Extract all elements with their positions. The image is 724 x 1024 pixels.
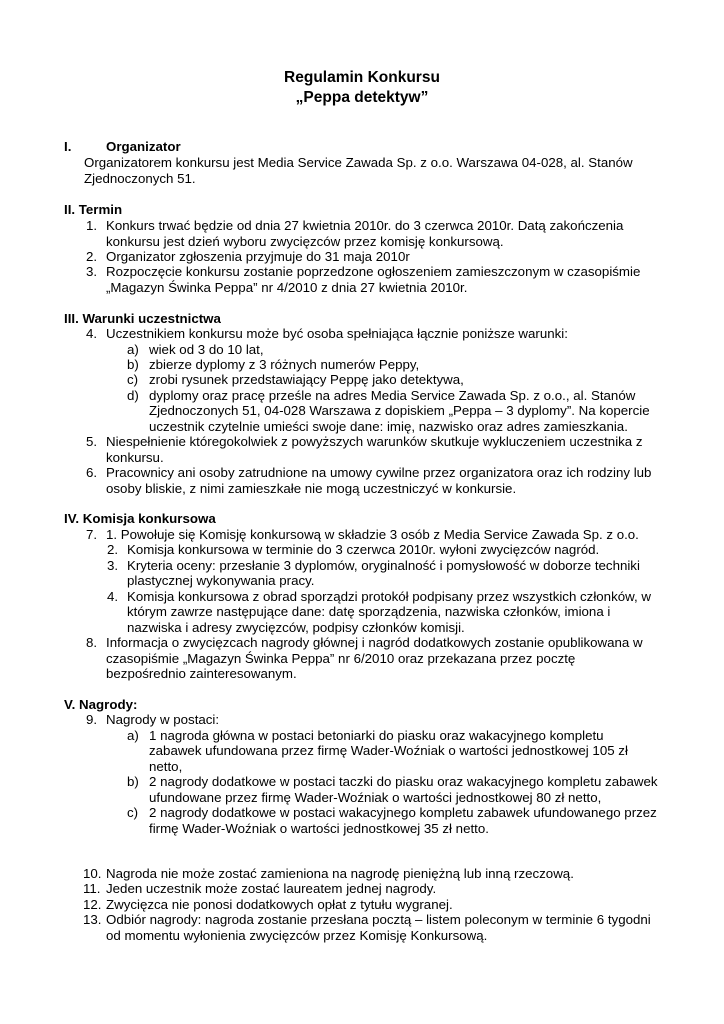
sublist-item-line: ufundowane przez firmę Wader-Woźniak o wartości jednostkowej 80 zł netto, [149,790,602,805]
sublist-letter: c) [127,372,139,387]
sublist-item-line: zrobi rysunek przedstawiający Peppę jako detektywa, [149,372,464,387]
section-3-heading: III. Warunki uczestnictwa [64,311,221,326]
list-item-line: 1. Powołuje się Komisję konkursową w składzie 3 osób z Media Service Zawada Sp. z o.o. [106,527,639,542]
section-4-heading: IV. Komisja konkursowa [64,511,216,526]
list-number: 9. [86,712,98,727]
list-number: 12. [83,897,102,912]
list-item-line: Odbiór nagrody: nagroda zostanie przesłana pocztą – listem poleconym w terminie 6 tygodni [106,912,651,927]
sublist-letter: b) [127,357,139,372]
list-number: 13. [83,912,102,927]
sublist-item-line: dyplomy oraz pracę prześle na adres Media Service Zawada Sp. z o.o., al. Stanów [149,388,636,403]
list-number: 11. [83,881,101,896]
list-item-line: nazwiska i adresy zwycięzców, podpisy członków komisji. [127,620,465,635]
list-number: 1. [86,218,98,233]
list-item-line: Zwycięzca nie ponosi dodatkowych opłat z tytułu wygranej. [106,897,453,912]
list-item-line: Niespełnienie któregokolwiek z powyższych warunków skutkuje wykluczeniem uczestnika z [106,434,643,449]
document-subtitle: „Peppa detektyw” [295,89,429,106]
list-item-line: którym zawrze następujące dane: datę sporządzenia, nazwiska członków, imiona i [127,604,611,619]
sublist-letter: b) [127,774,139,789]
list-item-line: Komisja konkursowa z obrad sporządzi protokół podpisany przez wszystkich członków, w [127,589,651,604]
sublist-item-line: 1 nagroda główna w postaci betoniarki do piasku oraz wakacyjnego kompletu [149,728,604,743]
list-item-line: konkursu jest dzień wyboru zwycięzców przez komisję konkursową. [106,234,504,249]
list-number: 4. [107,589,119,604]
list-item-line: Rozpoczęcie konkursu zostanie poprzedzone ogłoszeniem zamieszczonym w czasopiśmie [106,264,641,279]
list-number: 6. [86,465,98,480]
sublist-item-line: 2 nagrody dodatkowe w postaci wakacyjnego kompletu zabawek ufundowanego przez [149,805,657,820]
section-2-heading: II. Termin [64,202,123,217]
list-number: 8. [86,635,98,650]
list-item-line: Jeden uczestnik może zostać laureatem jednej nagrody. [106,881,437,896]
list-item-line: bezpośrednio zainteresowanym. [106,666,297,681]
list-number: 3. [107,558,119,573]
section-1-heading: Organizator [106,139,181,154]
sublist-letter: a) [127,342,139,357]
sublist-item-line: wiek od 3 do 10 lat, [149,342,264,357]
list-item-line: konkursu. [106,450,164,465]
list-item-line: „Magazyn Świnka Peppa” nr 4/2010 z dnia 27 kwietnia 2010r. [106,280,468,295]
sublist-item-line: zbierze dyplomy z 3 różnych numerów Peppy, [149,357,420,372]
list-item-line: czasopiśmie „Magazyn Świnka Peppa” nr 6/2010 oraz przekazana przez pocztę [106,651,576,666]
sublist-letter: d) [127,388,139,403]
sublist-letter: a) [127,728,139,743]
list-item-line: osoby bliskie, z nimi zamieszkałe nie mogą uczestniczyć w konkursie. [106,481,517,496]
list-item-line: Komisja konkursowa w terminie do 3 czerwca 2010r. wyłoni zwycięzców nagród. [127,542,600,557]
list-number: 2. [107,542,119,557]
list-item-line: Pracownicy ani osoby zatrudnione na umowy cywilne przez organizatora oraz ich rodziny lub [106,465,652,480]
list-item-line: Uczestnikiem konkursu może być osoba spełniająca łącznie poniższe warunki: [106,326,568,341]
list-item-line: Nagroda nie może zostać zamieniona na nagrodę pieniężną lub inną rzeczową. [106,866,574,881]
list-number: 3. [86,264,98,279]
sublist-item-line: firmę Wader-Woźniak o wartości jednostkowej 35 zł netto. [149,821,489,836]
list-item-line: Informacja o zwycięzcach nagrody głównej i nagród dodatkowych zostanie opublikowana w [106,635,643,650]
list-item-line: Konkurs trwać będzie od dnia 27 kwietnia 2010r. do 3 czerwca 2010r. Datą zakończenia [106,218,624,233]
sublist-item-line: uczestnik czytelnie umieści swoje dane: imię, nazwisko oraz adres zamieszkania. [149,419,628,434]
list-item-line: plastycznej wykonywania pracy. [127,573,315,588]
list-item-line: Kryteria oceny: przesłanie 3 dyplomów, oryginalność i pomysłowość w doborze techniki [127,558,640,573]
sublist-item-line: netto, [149,759,183,774]
list-number: 2. [86,249,98,264]
list-item-line: Nagrody w postaci: [106,712,220,727]
list-number: 5. [86,434,98,449]
list-item-line: od momentu wyłonienia zwycięzców przez Komisję Konkursową. [106,928,488,943]
list-number: 7. [86,527,98,542]
list-number: 4. [86,326,98,341]
sublist-item-line: zabawek ufundowana przez firmę Wader-Woźniak o wartości jednostkowej 105 zł [149,743,628,758]
section-1-text-line: Organizatorem konkursu jest Media Service Zawada Sp. z o.o. Warszawa 04-028, al. Stanów [84,155,633,170]
list-number: 10. [83,866,102,881]
sublist-item-line: Zjednoczonych 51, 04-028 Warszawa z dopiskiem „Peppa – 3 dyplomy”. Na kopercie [149,403,650,418]
list-item-line: Organizator zgłoszenia przyjmuje do 31 maja 2010r [106,249,410,264]
sublist-item-line: 2 nagrody dodatkowe w postaci taczki do piasku oraz wakacyjnego kompletu zabawek [149,774,658,789]
section-1-text-line: Zjednoczonych 51. [84,171,196,186]
section-1-number: I. [64,139,72,154]
document-title: Regulamin Konkursu [284,69,440,86]
section-5-heading: V. Nagrody: [64,697,138,712]
sublist-letter: c) [127,805,139,820]
